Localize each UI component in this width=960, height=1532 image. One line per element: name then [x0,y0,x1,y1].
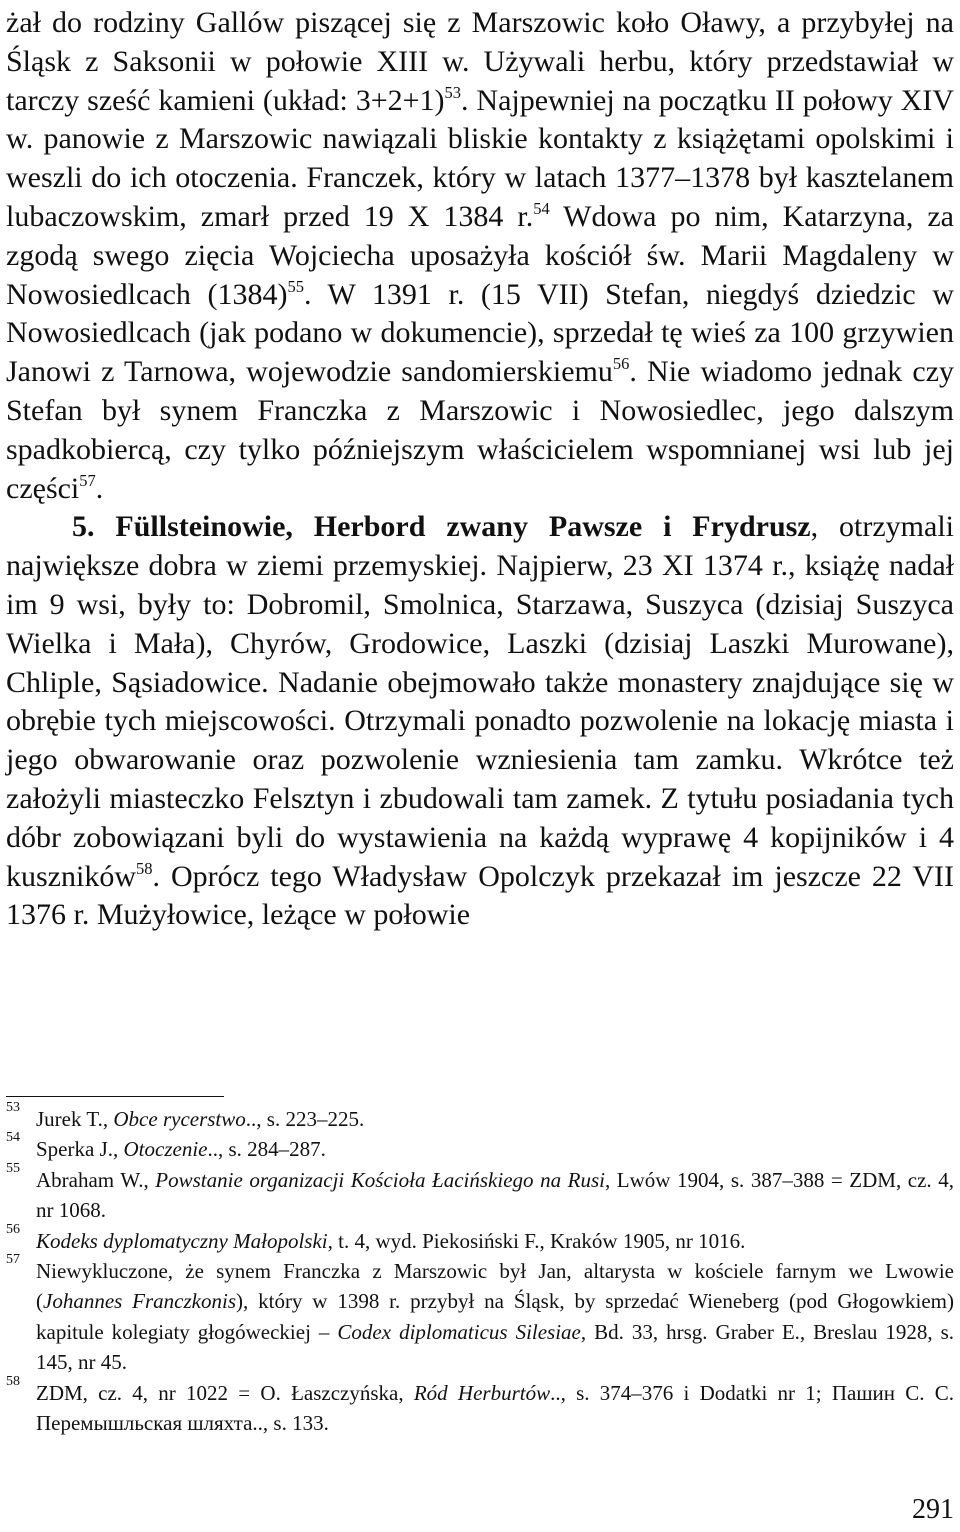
footnote-number: 55 [6,1160,20,1176]
paragraph-marszowic: żał do rodziny Gallów piszącej się z Marszowic koło Oławy, a przybyłej na Śląsk z Saksonii w połowie XIII w. Używali herbu, który przedstawiał w tarczy sześć kamieni (układ: 3+2+1)$^{53}$. Najpewniej na początku II połowy XIV w. panowie z Marszowic nawiązali bliskie kontakty z książętami opolskimi i weszli do ich otoczenia. Franczek, który w latach 1377–1378 był kasztelanem lubaczowskim, zmarł przed 19 X 1384 r.$^{54}$ Wdowa po nim, Katarzyna, za zgodą swego zięcia Wojciecha uposażyła kościół św. Marii Magdaleny w Nowosiedlcach $(1384)^{55}$. W 1391 r. (15 VII) Stefan, niegdyś dziedzic w Nowosiedlcach (jak podano w dokumencie), sprzedał tę wieś za 100 grzywien Janowi z Tarnowa, wojewodzie sandomierskiemu$^{56}$. Nie wiadomo jednak czy Stefan był synem Franczka z Marszowic i Nowosiedlec, jego dalszym spadkobiercą, czy tylko późniejszym właścicielem wspomnianej wsi lub jej części$^{57}$. [6,6,955,505]
footnote-58: 58 ZDM, cz. 4, nr 1022 = O. Łaszczyńska, Ród Herburtów.., s. 374–376 i Dodatki nr 1; Пашин С. С. Перемышльская шляхта.., s. 133. [6,1373,955,1436]
footnote-ref-56[interactable]: 56 [612,354,630,374]
footnotes [6,1100,955,1438]
footnote-number: 54 [6,1130,20,1146]
footnote-55: 55 Abraham W., Powstanie organizacji Kościoła Łacińskiego na Rusi, Lwów 1904, s. 387–388 = ZDM, cz. 4, nr 1068. [6,1160,954,1223]
page-number: 291 [912,1494,954,1525]
footnote-ref-57[interactable]: 57 [79,470,96,490]
section-heading: 5. Füllsteinowie, Herbord zwany Pawsze i Frydrusz [72,510,811,544]
footnote-number: 56 [6,1221,20,1237]
footnote-ref-54[interactable]: 54 [533,199,550,219]
main-text [6,4,954,935]
footnote-57: 57 Niewykluczone, że synem Franczka z Marszowic był Jan, altarysta w kościele farnym we Lwowie (Johannes Franczkonis), który w 1398 r. przybył na Śląsk, by sprzedać Wieneberg (pod Głogowkiem) kapitule kolegiaty głogóweckiej – Codex diplomaticus Silesiae, Bd. 33, hrsg. Graber E., Breslau 1928, s. 145, nr 45. [6,1252,954,1375]
footnote-number: 57 [6,1252,20,1268]
footnote-56: 56 Kodeks dyplomatyczny Małopolski, t. 4, wyd. Piekosiński F., Kraków 1905, nr 1016. [6,1221,746,1253]
footnote-number: 58 [6,1373,20,1389]
footnote-54: 54 Sperka J., Otoczenie.., s. 284–287. [6,1130,326,1162]
footnote-divider [6,1096,224,1097]
footnote-ref-55[interactable]: 55 [287,276,305,296]
footnote-53: 53 Jurek T., Obce rycerstwo.., s. 223–225. [6,1100,365,1131]
footnote-ref-58[interactable]: 58 [136,858,153,878]
footnote-ref-53[interactable]: 53 [444,82,462,102]
footnote-number: 53 [6,1100,20,1115]
paragraph-fullsteinowie: 5. Füllsteinowie, Herbord zwany Pawsze i Frydrusz, otrzymali największe dobra w ziemi przemyskiej. Najpierw, 23 XI 1374 r., książę nadał im 9 wsi, były to: Dobromil, Smolnica, Starzawa, Suszyca (dzisiaj Suszyca Wielka i Mała), Chyrów, Grodowice, Laszki (dzisiaj Laszki Murowane), Chliple, Sąsiadowice. Nadanie obejmowało także monastery znajdujące się w obrębie tych miejscowości. Otrzymali ponadto pozwolenie na lokację miasta i jego obwarowanie oraz pozwolenie wzniesienia tam zamku. Wkrótce też założyli miasteczko Felsztyn i zbudowali tam zamek. Z tytułu posiadania tych dóbr zobowiązani byli do wystawienia na każdą wyprawę 4 kopijników i 4 kuszników$^{58}$. Oprócz tego Władysław Opolczyk przekazał im jeszcze 22 VII 1376 r. Mużyłowice, leżące w połowie [6,510,954,932]
